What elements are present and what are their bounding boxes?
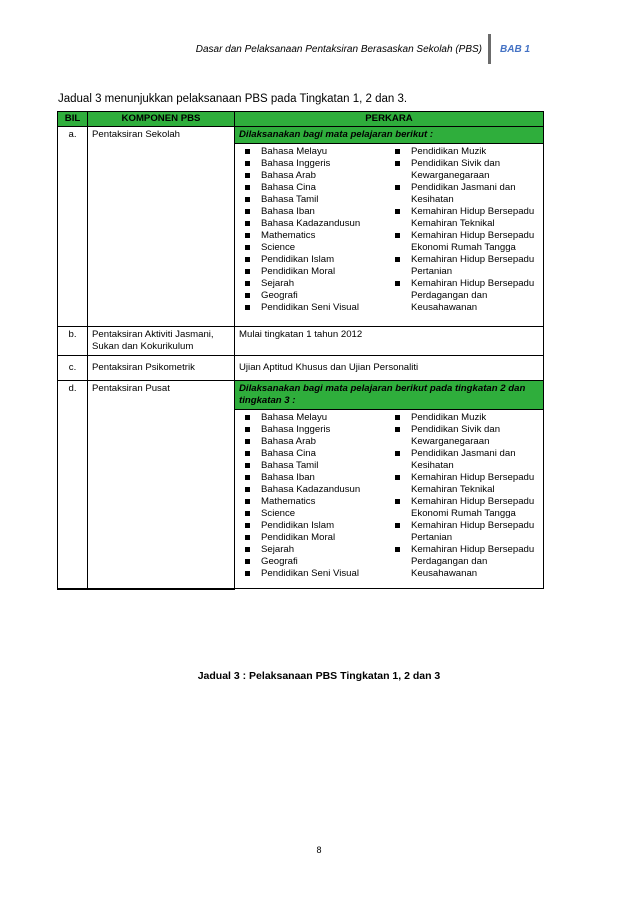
subject-list-item: Pendidikan Moral [239, 532, 389, 544]
row-b-bil: b. [58, 327, 88, 356]
pbs-table [57, 111, 544, 590]
row-a-subheader: Dilaksanakan bagi mata pelajaran berikut : [235, 127, 544, 144]
subject-list-item: Bahasa Melayu [239, 412, 389, 424]
subject-list-item: Kemahiran Hidup Bersepadu Pertanian [389, 254, 539, 278]
subject-list-item: Pendidikan Muzik [389, 412, 539, 424]
subject-list-item: Bahasa Tamil [239, 194, 389, 206]
row-d-komponen: Pentaksiran Pusat [88, 381, 235, 589]
subject-list-item: Kemahiran Hidup Bersepadu Kemahiran Teknikal [389, 472, 539, 496]
subject-list-item: Geografi [239, 556, 389, 568]
row-d-bil: d. [58, 381, 88, 589]
subject-list-item: Pendidikan Jasmani dan Kesihatan [389, 182, 539, 206]
header-divider [488, 34, 491, 64]
subject-list-item: Pendidikan Muzik [389, 146, 539, 158]
row-c-bil: c. [58, 356, 88, 381]
subject-list-item: Pendidikan Islam [239, 254, 389, 266]
row-a-subject-list-right [389, 146, 539, 314]
subject-list-item: Sejarah [239, 544, 389, 556]
row-a-bil: a. [58, 127, 88, 327]
subject-list-item: Bahasa Iban [239, 472, 389, 484]
subject-list-item: Bahasa Cina [239, 448, 389, 460]
subject-list-item: Bahasa Tamil [239, 460, 389, 472]
row-a-komponen: Pentaksiran Sekolah [88, 127, 235, 327]
row-c-perkara: Ujian Aptitud Khusus dan Ujian Personaliti [235, 356, 544, 381]
row-d-subject-list-right [389, 412, 539, 580]
running-header-title: Dasar dan Pelaksanaan Pentaksiran Berasaskan Sekolah (PBS) [195, 44, 482, 55]
subject-list-item: Mathematics [239, 230, 389, 242]
table-row-a-subheader [58, 127, 544, 144]
table-row-b [58, 327, 544, 356]
subject-list-item: Kemahiran Hidup Bersepadu Kemahiran Teknikal [389, 206, 539, 230]
subject-list-item: Science [239, 508, 389, 520]
row-b-perkara: Mulai tingkatan 1 tahun 2012 [235, 327, 544, 356]
subject-list-item: Bahasa Iban [239, 206, 389, 218]
subject-list-item: Bahasa Arab [239, 170, 389, 182]
subject-list-item: Pendidikan Sivik dan Kewarganegaraan [389, 424, 539, 448]
row-d-subjects [235, 410, 544, 589]
subject-list-item: Sejarah [239, 278, 389, 290]
subject-list-item: Pendidikan Moral [239, 266, 389, 278]
subject-list-item: Kemahiran Hidup Bersepadu Ekonomi Rumah Tangga [389, 230, 539, 254]
row-a-subject-list-left [239, 146, 389, 314]
subject-list-item: Kemahiran Hidup Bersepadu Ekonomi Rumah Tangga [389, 496, 539, 520]
subject-list-item: Mathematics [239, 496, 389, 508]
header-bil: BIL [58, 112, 88, 127]
subject-list-item: Bahasa Inggeris [239, 158, 389, 170]
table-header-row [58, 112, 544, 127]
subject-list-item: Pendidikan Jasmani dan Kesihatan [389, 448, 539, 472]
subject-list-item: Pendidikan Islam [239, 520, 389, 532]
row-a-subjects [235, 144, 544, 327]
table-row-d-subheader [58, 381, 544, 410]
row-d-subheader: Dilaksanakan bagi mata pelajaran berikut pada tingkatan 2 dan tingkatan 3 : [235, 381, 544, 410]
intro-paragraph: Jadual 3 menunjukkan pelaksanaan PBS pada Tingkatan 1, 2 dan 3. [58, 93, 408, 105]
subject-list-item: Pendidikan Seni Visual [239, 568, 389, 580]
subject-list-item: Kemahiran Hidup Bersepadu Perdagangan dan Keusahawanan [389, 544, 539, 580]
row-b-komponen: Pentaksiran Aktiviti Jasmani, Sukan dan Kokurikulum [88, 327, 235, 356]
subject-list-item: Kemahiran Hidup Bersepadu Perdagangan dan Keusahawanan [389, 278, 539, 314]
table-caption: Jadual 3 : Pelaksanaan PBS Tingkatan 1, 2 dan 3 [197, 670, 441, 682]
header-komponen: KOMPONEN PBS [88, 112, 235, 127]
subject-list-item: Kemahiran Hidup Bersepadu Pertanian [389, 520, 539, 544]
subject-list-item: Pendidikan Sivik dan Kewarganegaraan [389, 158, 539, 182]
subject-list-item: Bahasa Melayu [239, 146, 389, 158]
subject-list-item: Bahasa Kadazandusun [239, 218, 389, 230]
subject-list-item: Bahasa Inggeris [239, 424, 389, 436]
row-c-komponen: Pentaksiran Psikometrik [88, 356, 235, 381]
header-perkara: PERKARA [235, 112, 544, 127]
row-d-subject-list-left [239, 412, 389, 580]
chapter-label: BAB 1 [500, 44, 531, 55]
subject-list-item: Pendidikan Seni Visual [239, 302, 389, 314]
subject-list-item: Bahasa Cina [239, 182, 389, 194]
subject-list-item: Bahasa Arab [239, 436, 389, 448]
subject-list-item: Bahasa Kadazandusun [239, 484, 389, 496]
page-number: 8 [316, 845, 322, 855]
subject-list-item: Geografi [239, 290, 389, 302]
table-row-c [58, 356, 544, 381]
subject-list-item: Science [239, 242, 389, 254]
